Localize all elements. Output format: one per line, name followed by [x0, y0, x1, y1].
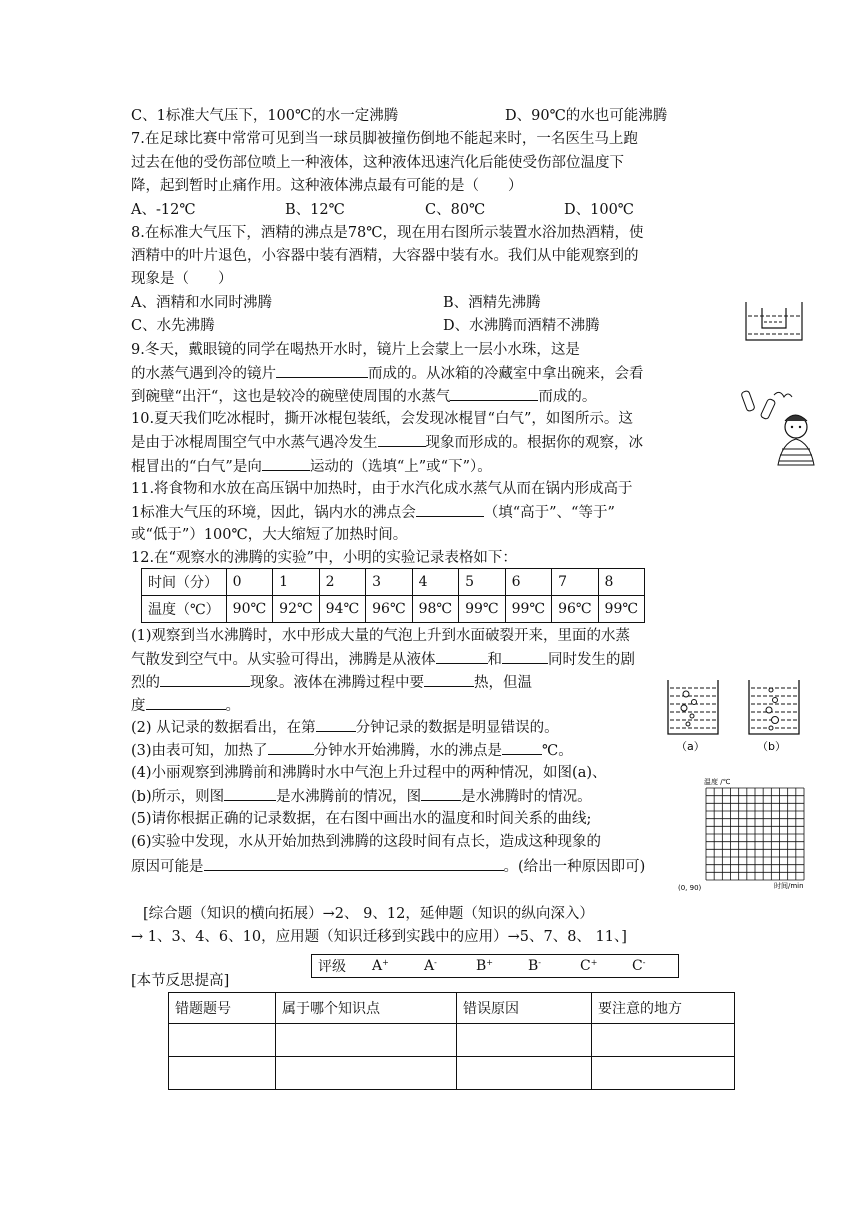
- rating-grade[interactable]: B+: [470, 955, 522, 978]
- p4-text: 是水沸腾前的情况，图: [276, 789, 422, 805]
- q8-option-d: D、水沸腾而酒精不沸腾: [443, 318, 600, 334]
- p6-text: 原因可能是: [131, 859, 204, 875]
- q10-line2: [131, 431, 643, 454]
- q9-text: 到碗壁“出汗“，这也是较冷的碗壁使周围的水蒸气: [131, 389, 451, 405]
- q12-line1: 12.在“观察水的沸腾的实验”中，小明的实验记录表格如下：: [131, 550, 517, 566]
- q8-option-b: B、酒精先沸腾: [443, 295, 541, 311]
- q8-line2: 酒精中的叶片退色，小容器中装有酒精，大容器中装有水。我们从中能观察到的: [131, 248, 639, 264]
- table-cell: 1: [273, 569, 319, 596]
- rating-table: [311, 954, 679, 978]
- reflection-table: [168, 992, 735, 1090]
- q11-line2: [131, 501, 615, 524]
- q11-line3: 或“低于”）100℃，大大缩短了加热时间。: [131, 527, 408, 543]
- rating-grade[interactable]: B-: [522, 955, 574, 978]
- p4-blank-2[interactable]: [421, 785, 461, 801]
- table-cell: 90℃: [226, 596, 272, 623]
- p1-blank-1[interactable]: [436, 648, 488, 664]
- p1-blank-3[interactable]: [160, 671, 250, 687]
- p3-text: 分钟水开始沸腾，水的沸点是: [313, 743, 503, 759]
- q9-text: 而成的。从冰箱的冷藏室中拿出碗来，会看: [368, 366, 644, 382]
- q12-p2: [131, 716, 559, 739]
- table-cell[interactable]: [457, 1057, 592, 1090]
- q10-blank-1[interactable]: [378, 431, 426, 447]
- table-cell[interactable]: [169, 1024, 276, 1057]
- table-cell[interactable]: [592, 1057, 735, 1090]
- table-cell: 99℃: [505, 596, 551, 623]
- q8-option-a: A、酒精和水同时沸腾: [131, 295, 272, 311]
- p1-blank-5[interactable]: [146, 694, 226, 710]
- table-cell: 96℃: [366, 596, 412, 623]
- table-cell[interactable]: [276, 1057, 457, 1090]
- beaker-a-figure: [664, 676, 722, 754]
- water-bath-figure: [744, 300, 804, 342]
- table-cell: 4: [412, 569, 458, 596]
- table-row: [169, 1057, 735, 1090]
- table-row: [169, 1024, 735, 1057]
- p6-text: 。(给出一种原因即可): [503, 859, 646, 875]
- table-cell: 0: [226, 569, 272, 596]
- table-cell[interactable]: [592, 1024, 735, 1057]
- summary-line2: → 1、3、4、6、10，应用题（知识迁移到实践中的应用）→5、7、8、 11、]: [131, 929, 627, 945]
- summary-line1: [综合题（知识的横向拓展）→2、 9、12，延伸题（知识的纵向深入）: [143, 906, 594, 922]
- p3-text: (3)由表可知，加热了: [131, 743, 268, 759]
- q12-p4-line2: [131, 785, 592, 808]
- table-cell[interactable]: [169, 1057, 276, 1090]
- q10-blank-2[interactable]: [262, 455, 310, 471]
- table-header: 属于哪个知识点: [276, 993, 457, 1024]
- q11-line1: 11.将食物和水放在高压锅中加热时，由于水汽化成水蒸气从而在锅内形成高于: [131, 481, 633, 497]
- q11-blank[interactable]: [416, 501, 484, 517]
- p2-blank[interactable]: [316, 716, 356, 732]
- table-header: 错误原因: [457, 993, 592, 1024]
- table-cell[interactable]: [276, 1024, 457, 1057]
- q7-option-a: A、-12℃: [131, 202, 196, 218]
- q12-p3: [131, 739, 573, 762]
- q11-text: 1标准大气压的环境，因此，锅内水的沸点会: [131, 505, 416, 521]
- ice-pop-boy-figure: [738, 385, 822, 467]
- table-cell: 2: [319, 569, 365, 596]
- figure-b-label: （b）: [757, 740, 786, 753]
- p2-text: (2) 从记录的数据看出，在第: [131, 720, 316, 736]
- q12-p1-line4: [131, 694, 240, 717]
- p3-text: ℃。: [542, 743, 573, 759]
- p1-text: 气散发到空气中。从实验可得出，沸腾是从液体: [131, 652, 436, 668]
- table-row: [312, 955, 679, 978]
- q7-line3: 降，起到暂时止痛作用。这种液体沸点最有可能的是（ ）: [131, 178, 523, 194]
- q9-text: 的水蒸气遇到冷的镜片: [131, 366, 276, 382]
- q10-text: 运动的（选填“上”或“下”）。: [309, 459, 492, 475]
- q12-p1-line3: [131, 671, 532, 694]
- rating-grade[interactable]: A-: [418, 955, 470, 978]
- p3-blank-1[interactable]: [268, 739, 314, 755]
- q11-text: （填“高于”、“等于”: [483, 505, 615, 521]
- table-cell: 3: [366, 569, 412, 596]
- p1-text: 同时发生的剧: [548, 652, 635, 668]
- q6-option-c: C、1标准大气压下，100℃的水一定沸腾: [131, 108, 399, 124]
- rating-grade[interactable]: A+: [366, 955, 418, 978]
- q8-line1: 8.在标准大气压下，酒精的沸点是78℃，现在用右图所示装置水浴加热酒精，使: [131, 225, 644, 241]
- q7-option-b: B、12℃: [285, 202, 345, 218]
- p1-blank-4[interactable]: [424, 671, 474, 687]
- table-header: 错题题号: [169, 993, 276, 1024]
- q7-line2: 过去在他的受伤部位喷上一种液体，这种液体迅速汽化后能使受伤部位温度下: [131, 155, 624, 171]
- rating-label: 评级: [312, 955, 367, 978]
- q9-line1: 9.冬天，戴眼镜的同学在喝热开水时，镜片上会蒙上一层小水珠，这是: [131, 342, 580, 358]
- graph-x-label: 时间/min: [774, 882, 804, 890]
- experiment-data-table: [141, 568, 645, 623]
- p2-text: 分钟记录的数据是明显错误的。: [355, 720, 559, 736]
- beaker-b-figure: [745, 676, 803, 754]
- graph-origin-label: (0, 90): [678, 884, 702, 892]
- q10-text: 现象而形成的。根据你的观察，冰: [425, 435, 643, 451]
- q12-p6-line2: [131, 855, 645, 878]
- q9-line2: [131, 362, 644, 385]
- q8-option-c: C、水先沸腾: [131, 318, 215, 334]
- table-header: 要注意的地方: [592, 993, 735, 1024]
- table-cell: 7: [552, 569, 598, 596]
- p4-blank-1[interactable]: [224, 785, 276, 801]
- q9-blank-2[interactable]: [450, 385, 538, 401]
- q9-text: 而成的。: [538, 389, 597, 405]
- q12-p1-line2: [131, 648, 635, 671]
- p6-blank[interactable]: [204, 855, 504, 871]
- p1-text: 现象。液体在沸腾过程中要: [250, 675, 424, 691]
- q12-p5: (5)请你根据正确的记录数据，在右图中画出水的温度和时间关系的曲线;: [131, 811, 592, 827]
- p1-blank-2[interactable]: [502, 648, 548, 664]
- table-row: [169, 993, 735, 1024]
- table-cell: 98℃: [412, 596, 458, 623]
- q9-line3: [131, 385, 596, 408]
- p1-text: 和: [487, 652, 502, 668]
- q12-p4-line1: (4)小丽观察到沸腾前和沸腾时水中气泡上升过程中的两种情况，如图(a)、: [131, 765, 607, 781]
- p1-text: 热，但温: [474, 675, 532, 691]
- rating-grade[interactable]: C-: [626, 955, 679, 978]
- p1-text: 度: [131, 698, 146, 714]
- p3-blank-2[interactable]: [502, 739, 542, 755]
- q12-p6-line1: (6)实验中发现，水从开始加热到沸腾的这段时间有点长，造成这种现象的: [131, 834, 602, 850]
- q8-line3: 现象是（ ）: [131, 271, 233, 287]
- p4-text: (b)所示，则图: [131, 789, 225, 805]
- graph-y-label: 温度 /℃: [704, 778, 731, 786]
- q7-option-c: C、80℃: [425, 202, 486, 218]
- table-cell: 94℃: [319, 596, 365, 623]
- table-cell: 99℃: [459, 596, 505, 623]
- table-cell: 92℃: [273, 596, 319, 623]
- p1-text: 烈的: [131, 675, 160, 691]
- figure-a-label: （a）: [676, 740, 705, 753]
- table-row: [142, 569, 645, 596]
- q7-line1: 7.在足球比赛中常常可见到当一球员脚被撞伤倒地不能起来时，一名医生马上跑: [131, 131, 638, 147]
- table-cell: 5: [459, 569, 505, 596]
- q10-line3: [131, 455, 492, 478]
- rating-grade[interactable]: C+: [574, 955, 626, 978]
- reflection-heading: [本节反思提高]: [131, 973, 230, 989]
- table-cell: 6: [505, 569, 551, 596]
- table-cell[interactable]: [457, 1024, 592, 1057]
- q6-option-d: D、90℃的水也可能沸腾: [505, 108, 668, 124]
- table-cell: 时间（分）: [142, 569, 227, 596]
- table-row: [142, 596, 645, 623]
- q10-text: 是由于冰棍周围空气中水蒸气遇冷发生: [131, 435, 378, 451]
- p4-text: 是水沸腾时的情况。: [461, 789, 592, 805]
- p1-text: 。: [225, 698, 240, 714]
- table-cell: 温度（℃）: [142, 596, 227, 623]
- table-cell: 8: [598, 569, 644, 596]
- temperature-time-graph: [676, 772, 816, 902]
- q10-line1: 10.夏天我们吃冰棍时，撕开冰棍包装纸，会发现冰棍冒“白气”，如图所示。这: [131, 411, 633, 427]
- q7-option-d: D、100℃: [564, 202, 635, 218]
- q10-text: 棍冒出的“白气”是向: [131, 459, 262, 475]
- table-cell: 99℃: [598, 596, 644, 623]
- q9-blank-1[interactable]: [276, 362, 368, 378]
- q12-p1-line1: (1)观察到当水沸腾时，水中形成大量的气泡上升到水面破裂开来，里面的水蒸: [131, 628, 631, 644]
- table-cell: 96℃: [552, 596, 598, 623]
